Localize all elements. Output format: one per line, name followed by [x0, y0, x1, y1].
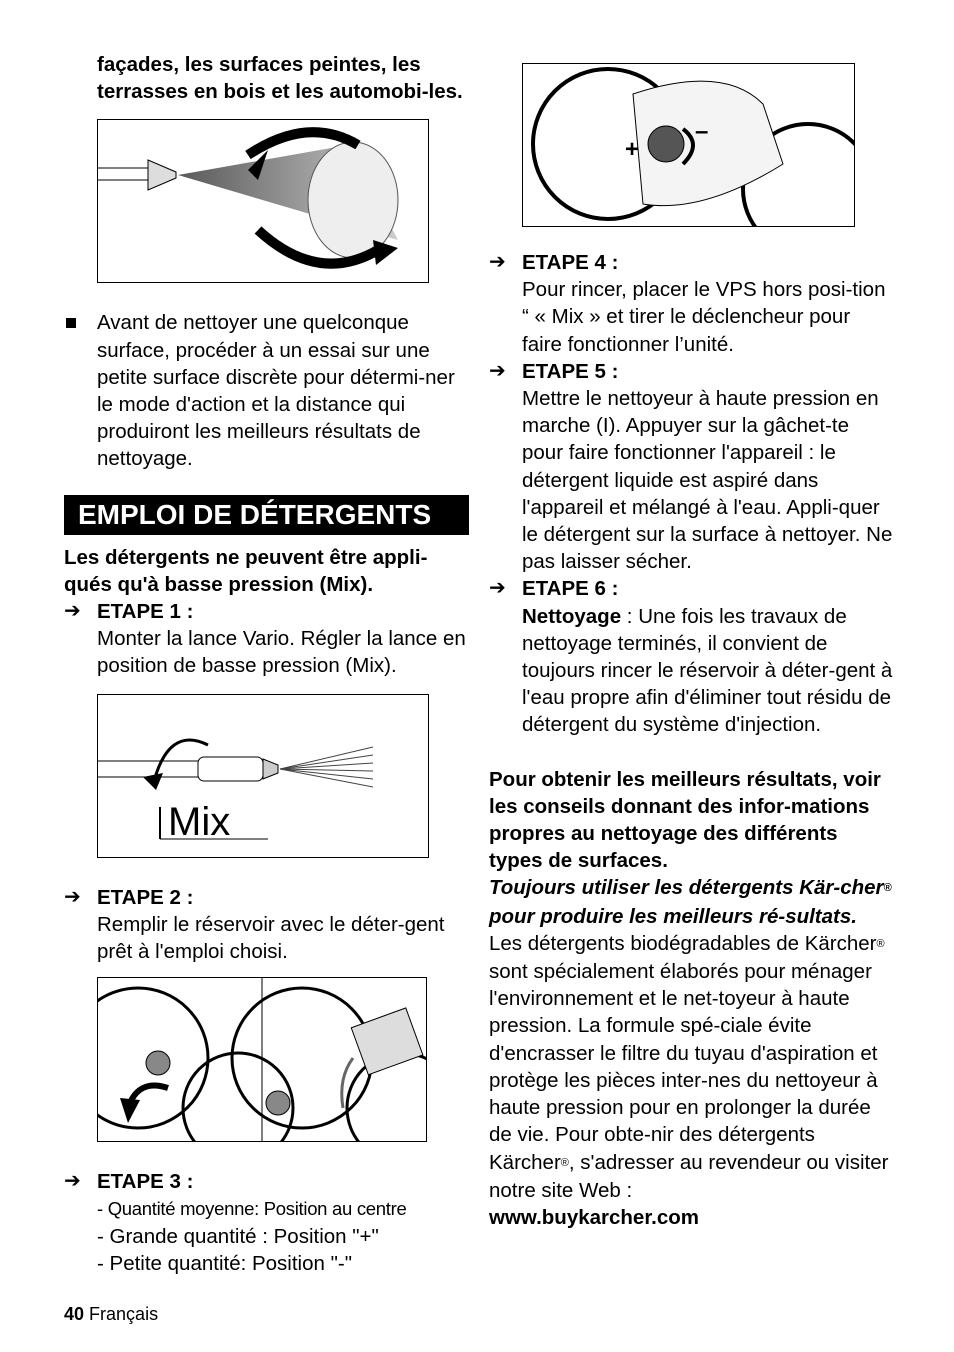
bio-text-a: Les détergents biodégradables de Kärcher — [489, 931, 877, 955]
step6-text: : Une fois les travaux de nettoyage terminés, il convient de toujours rincer le réservoir à déter-gent à l'eau propre afin d'éliminer tout résidu de détergent du système d'injection. — [522, 604, 893, 737]
arrow-right-icon: ➔ — [489, 577, 506, 600]
registered-mark: ® — [560, 1156, 569, 1169]
minus-label: – — [695, 118, 709, 145]
bio-text-c: , s'adresser au revendeur ou visiter notre site Web : — [489, 1150, 889, 1202]
step4-text: Pour rincer, placer le VPS hors posi-tion “ « Mix » et tirer le déclencheur pour faire fonctionner l’unité. — [522, 278, 886, 356]
tips-bold-text: Pour obtenir les meilleurs résultats, voir les conseils donnant des infor-mations propres au nettoyage des différents types de surfaces. — [489, 767, 881, 873]
page-footer — [64, 1301, 158, 1328]
step3-heading — [64, 1168, 469, 1195]
page-number: 40 — [64, 1304, 85, 1324]
italic-text-b: pour produire les meilleurs ré-sultats. — [489, 904, 857, 928]
step3-line: - Grande quantité : Position "+" — [97, 1224, 379, 1248]
registered-mark: ® — [876, 937, 885, 950]
section-heading-block — [64, 495, 469, 535]
website-link[interactable]: www.buykarcher.com — [489, 1205, 700, 1229]
lance-illustration — [98, 695, 428, 857]
section-heading: EMPLOI DE DÉTERGENTS — [64, 495, 469, 535]
step1-text: Monter la lance Vario. Régler la lance en position de basse pression (Mix). — [97, 627, 466, 678]
step2-heading — [64, 884, 469, 911]
bullet-text: Avant de nettoyer une quelconque surface, procéder à un essai sur une petite surface discrète pour détermi-ner le mode d'action et la distance qui produiront les meilleurs résultats de nettoyage. — [97, 311, 455, 471]
step3-line: - Petite quantité: Position "-" — [97, 1251, 352, 1275]
step1-title: ETAPE 1 : — [97, 600, 194, 624]
mix-label: Mix — [168, 799, 231, 844]
arrow-right-icon: ➔ — [64, 600, 81, 623]
bullet-square-icon — [66, 318, 76, 328]
registered-mark: ® — [883, 882, 892, 895]
step4-title: ETAPE 4 : — [522, 251, 619, 274]
step6-paragraph — [489, 603, 894, 739]
knob-illustration — [523, 64, 854, 226]
biodegradable-paragraph — [489, 930, 894, 1204]
step5-title: ETAPE 5 : — [522, 359, 619, 383]
left-column — [64, 51, 469, 1277]
bio-text-b: sont spécialement élaborés pour ménager l'environnement et le net-toyeur à haute pression. La formule spé-ciale évite d'encrasser le filtre du tuyau d'aspiration et protège les pièces inter-nes du nettoyeur à haute pression pour en prolonger la durée de vie. Pour obte-nir des détergents Kärcher — [489, 960, 878, 1174]
spray-pattern-figure — [97, 119, 429, 283]
step6-label: Nettoyage — [522, 604, 622, 628]
step6-heading — [489, 575, 894, 602]
step3-title: ETAPE 3 : — [97, 1170, 194, 1194]
lead-bold-text: Les détergents ne peuvent être appli-qués qu'à basse pression (Mix). — [64, 545, 428, 596]
arrow-right-icon: ➔ — [64, 885, 81, 908]
step2-text: Remplir le réservoir avec le déter-gent prêt à l'emploi choisi. — [97, 912, 445, 964]
italic-recommendation — [489, 874, 894, 929]
italic-text-a: Toujours utiliser les détergents Kär-cher — [489, 876, 884, 900]
bullet-item — [64, 309, 469, 472]
step4-heading — [489, 249, 894, 276]
step1-heading — [64, 598, 469, 625]
fill-tank-figure — [97, 977, 427, 1142]
step5-heading — [489, 358, 894, 385]
footer-language: Français — [89, 1304, 159, 1324]
vario-lance-figure — [97, 694, 429, 858]
step3-line: - Quantité moyenne: Position au centre — [97, 1198, 407, 1220]
right-column — [489, 51, 894, 1231]
arrow-right-icon: ➔ — [489, 359, 506, 382]
step2-title: ETAPE 2 : — [97, 885, 194, 909]
arrow-right-icon: ➔ — [64, 1170, 81, 1193]
arrow-right-icon: ➔ — [489, 251, 506, 273]
intro-bold-text: façades, les surfaces peintes, les terrasses en bois et les automobi-les. — [97, 53, 463, 104]
step6-title: ETAPE 6 : — [522, 577, 619, 601]
step5-text: Mettre le nettoyeur à haute pression en marche (I). Appuyer sur la gâchet-te pour faire fonctionner l'appareil : le détergent liquide est aspiré dans l'appareil et mélangé à l'eau. Appli-quer le détergent sur la surface à nettoyer. Ne pas laisser sécher. — [522, 387, 893, 574]
detergent-knob-figure — [522, 63, 855, 227]
tank-illustration — [98, 978, 426, 1141]
spray-illustration — [98, 120, 428, 282]
plus-label: + — [625, 136, 640, 163]
